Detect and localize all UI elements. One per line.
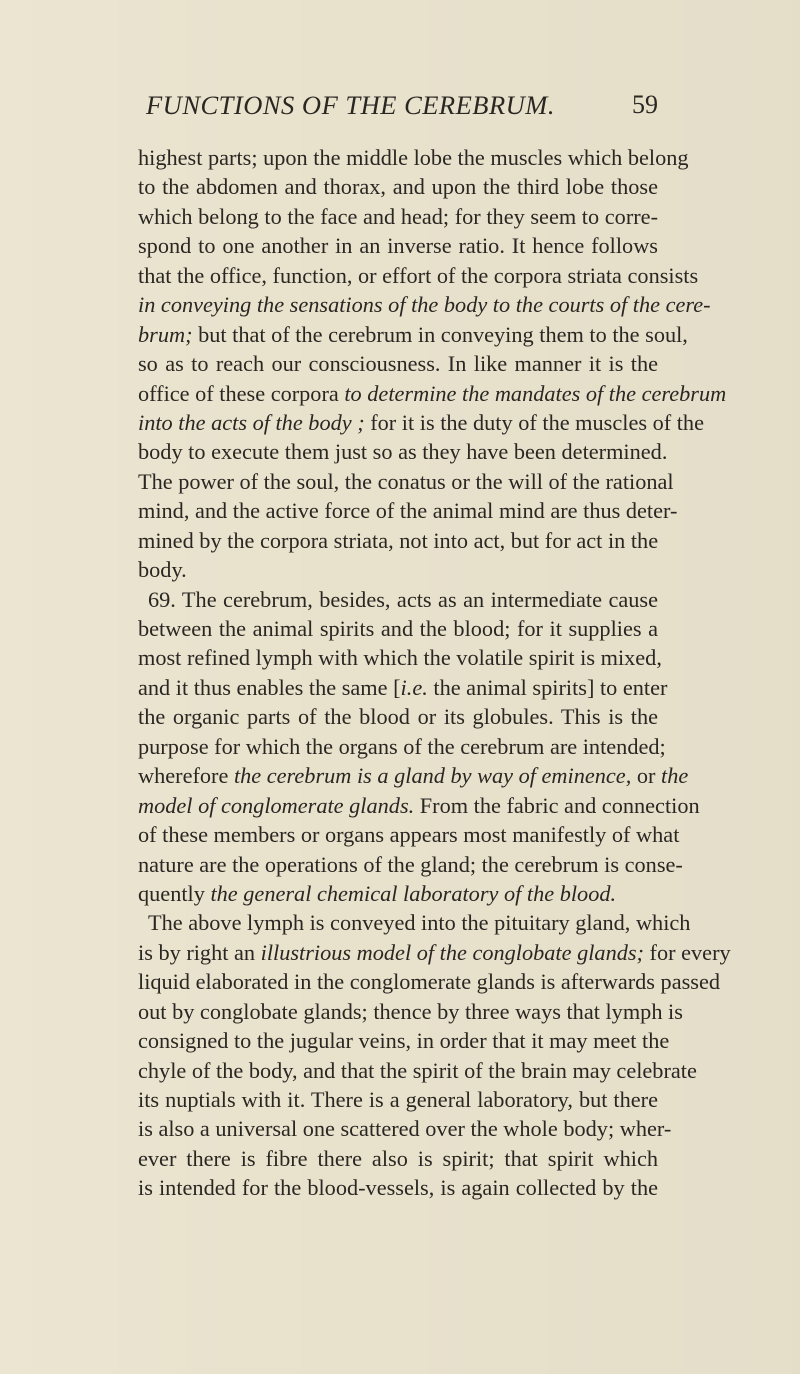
text-line [138,673,668,702]
text-line [138,172,658,201]
text-line [138,585,658,614]
text-line [138,1085,658,1114]
text-line [138,761,689,790]
text-line [138,997,683,1026]
italic-text: brum; [138,321,193,347]
text-line [138,1173,658,1202]
text-run: 69. The cerebrum, besides, acts as an intermediate cause [148,586,658,612]
text-run: is intended for the blood-vessels, is again collected by the [138,1175,658,1201]
italic-text: the cerebrum is a gland by way of eminence, [233,763,632,789]
text-run: out by conglobate glands; thence by three ways that lymph is [138,998,683,1024]
text-line [138,1056,697,1085]
text-run: the organic parts of the blood or its globules. This is the [138,704,658,730]
text-line [138,261,699,290]
text-run: quently [138,880,211,906]
text-run: of these members or organs appears most manifestly of what [138,822,680,848]
running-title: FUNCTIONS OF THE CEREBRUM. [146,90,556,120]
text-run: between the animal spirits and the blood; for it supplies a [138,616,658,641]
text-line [138,1114,672,1143]
text-line [138,526,658,555]
text-run: The power of the soul, the conatus or the will of the rational [138,468,674,494]
text-run: nature are the operations of the gland; the cerebrum is conse- [138,851,683,877]
text-run: its nuptials with it. There is a general laboratory, but there [138,1087,658,1112]
text-run: is by right an [138,939,261,965]
text-line [138,320,688,349]
text-line [138,791,700,820]
text-run: consigned to the jugular veins, in order that it may meet the [138,1028,670,1054]
text-line [138,879,658,908]
text-run: body to execute them just so as they have been determined. [138,439,668,465]
page-header [138,90,658,130]
text-run: purpose for which the organs of the cerebrum are intended; [138,733,666,759]
text-run: The above lymph is conveyed into the pituitary gland, which [148,910,691,936]
text-run: office of these corpora [138,380,345,406]
italic-text: the general chemical laboratory of the blood. [210,880,617,906]
text-run: to the abdomen and thorax, and upon the third lobe those [138,174,658,200]
text-run: ever there is fibre there also is spirit; that spirit which [138,1145,658,1171]
text-run: for it is the duty of the muscles of the [364,409,704,435]
text-run: the animal spirits] to enter [427,674,668,700]
text-line [138,143,689,172]
text-line [138,437,668,466]
text-line [138,379,727,408]
text-line [138,349,658,378]
text-run: spond to one another in an inverse ratio. It hence follows [138,233,658,259]
text-run: From the fabric and connection [414,792,700,818]
text-run: so as to reach our consciousness. In like manner it is the [138,351,658,377]
text-line [138,820,680,849]
text-line [138,467,674,496]
text-run: mind, and the active force of the animal mind are thus deter- [138,498,678,524]
text-run: highest parts; upon the middle lobe the muscles which belong [138,145,689,170]
text-run: which belong to the face and head; for they seem to corre- [138,203,658,229]
text-run: chyle of the body, and that the spirit of the brain may celebrate [138,1057,697,1083]
text-run: but that of the cerebrum in conveying them to the soul, [192,321,688,347]
text-run: most refined lymph with which the volatile spirit is mixed, [138,645,662,671]
text-line [138,938,731,967]
text-line [138,202,658,231]
text-run: is also a universal one scattered over the whole body; wher- [138,1116,672,1142]
italic-text: in conveying the sensations of the body to the courts of the cere- [138,292,711,318]
italic-text: i.e. [400,674,428,700]
italic-text: the [661,763,689,789]
text-line [138,614,658,643]
text-line [138,1144,658,1173]
text-line [138,1026,670,1055]
text-line [138,555,658,584]
text-line [138,702,658,731]
text-line [138,908,691,937]
text-line [138,643,662,672]
text-run: or [631,763,662,789]
text-run: wherefore [138,763,234,789]
text-run: mined by the corpora striata, not into act, but for act in the [138,527,659,553]
text-line [138,496,678,525]
text-run: for every [643,939,731,965]
text-run: liquid elaborated in the conglomerate glands is afterwards passed [138,969,721,995]
text-line [138,967,721,996]
text-line [138,732,666,761]
italic-text: to determine the mandates of the cerebrum [344,380,727,406]
text-run: and it thus enables the same [ [138,674,401,700]
text-line [138,290,711,319]
page-number: 59 [632,90,658,119]
text-run: that the office, function, or effort of the corpora striata consists [138,262,699,288]
text-line [138,231,658,260]
italic-text: into the acts of the body ; [138,409,365,435]
text-line [138,850,683,879]
italic-text: illustrious model of the conglobate glands; [260,939,644,965]
body-text [138,143,731,1203]
text-run: body. [138,557,187,583]
italic-text: model of conglomerate glands. [138,792,415,818]
text-line [138,408,704,437]
